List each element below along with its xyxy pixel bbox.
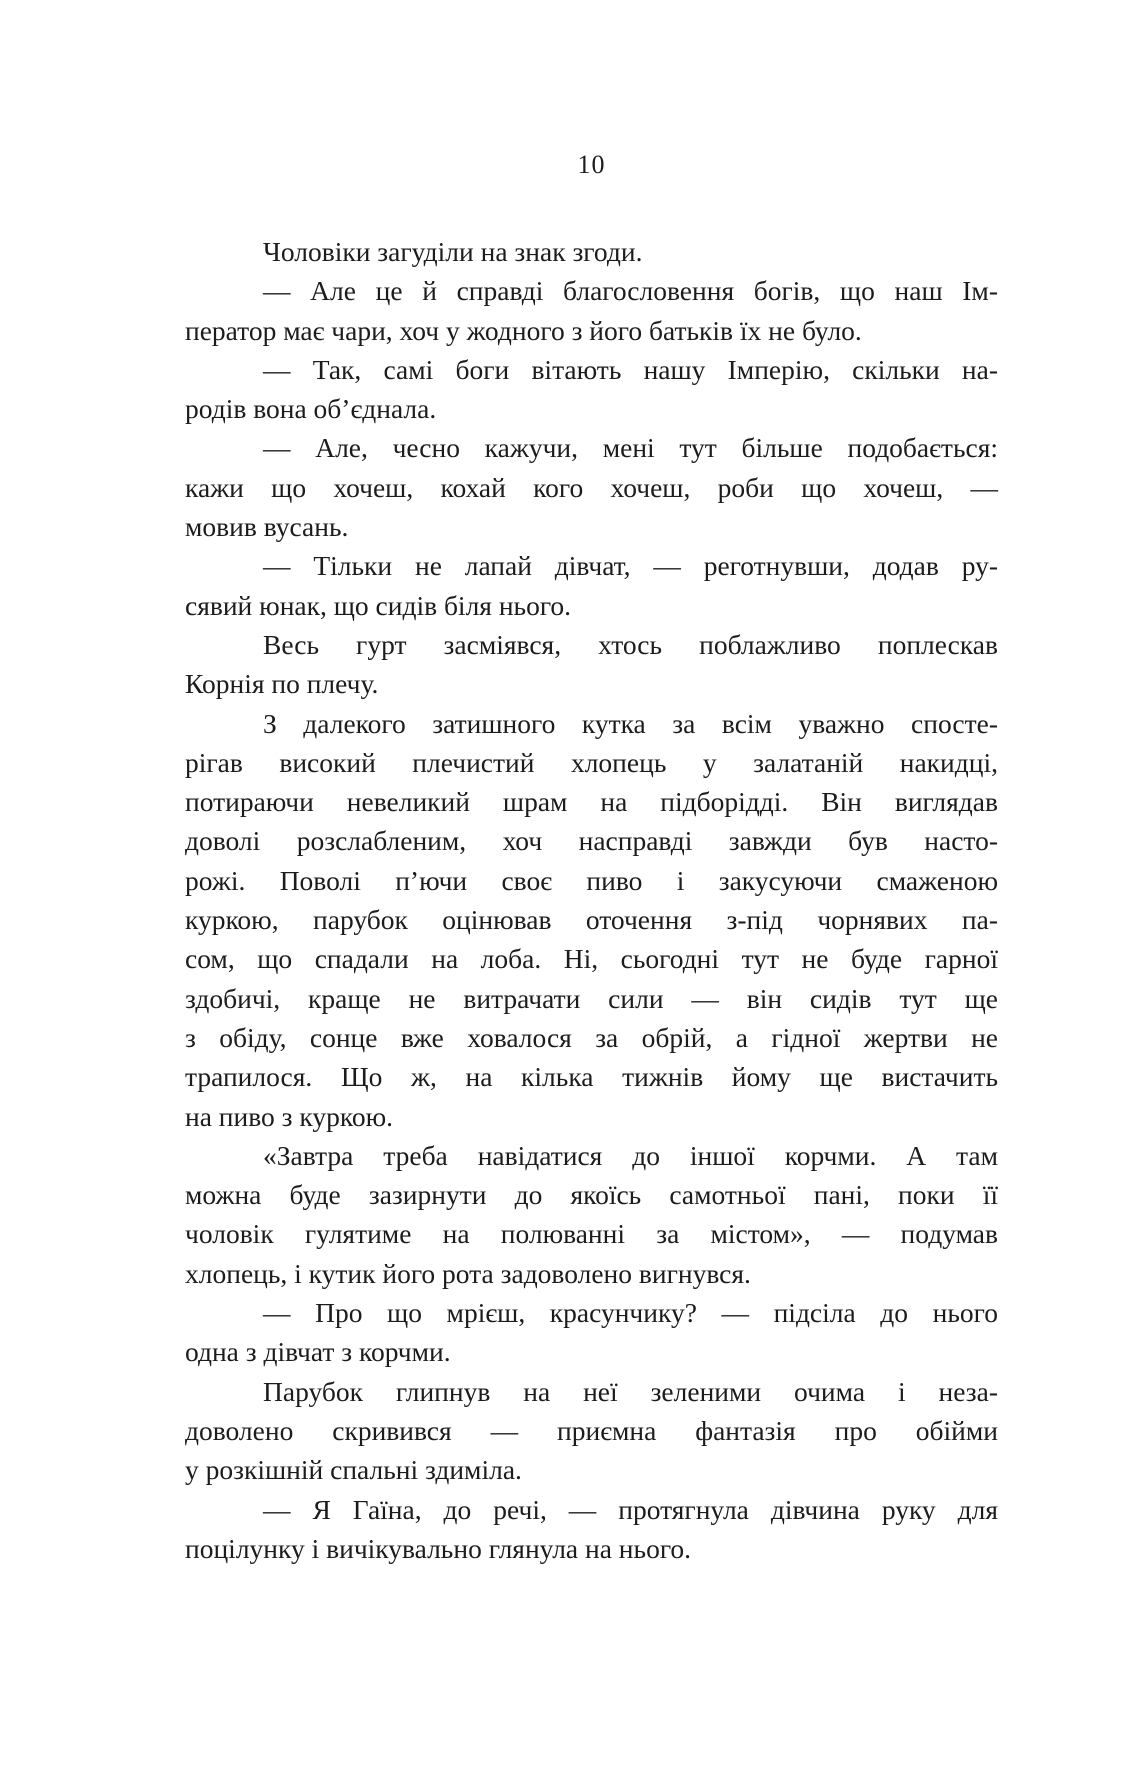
text-line: на пиво з куркою. [185, 1100, 393, 1132]
text-line: Корнія по плечу. [185, 668, 379, 700]
paragraph [185, 1372, 998, 1490]
text-line: — Але, чесно кажучи, мені тут більше подобається: [263, 432, 998, 464]
text-line: куркою, парубок оцінював оточення з-під чорнявих па- [185, 904, 998, 936]
page-number: 10 [577, 150, 606, 179]
paragraph [185, 271, 998, 350]
text-line: рігав високий плечистий хлопець у залатаній накидці, [185, 746, 998, 778]
text-line: чоловік гулятиме на полюванні за містом», — подумав [185, 1218, 998, 1250]
text-line: «Завтра треба навідатися до іншої корчми. А там [263, 1139, 998, 1171]
text-line: ператор має чари, хоч у жодного з його батьків їх не було. [185, 314, 862, 346]
text-line: родів вона об’єднала. [185, 393, 437, 425]
text-line: хлопець, і кутик його рота задоволено вигнувся. [185, 1257, 751, 1289]
text-line: рожі. Поволі п’ючи своє пиво і закусуючи смаженою [185, 864, 998, 896]
paragraph [185, 1293, 998, 1372]
text-line: сявий юнак, що сидів біля нього. [185, 589, 572, 621]
text-line: — Про що мрієш, красунчику? — підсіла до нього [263, 1297, 998, 1329]
paragraph [185, 704, 998, 1136]
text-line: доволі розслабленим, хоч насправді завжди був насто- [185, 825, 998, 857]
text-line: Весь гурт засміявся, хтось поблажливо поплескав [263, 628, 998, 660]
paragraph [185, 1136, 998, 1293]
text-line: здобичі, краще не витрачати сили — він сидів тут ще [185, 982, 998, 1014]
text-block [185, 232, 998, 1568]
text-line: Парубок глипнув на неї зеленими очима і неза- [263, 1375, 998, 1407]
text-line: кажи що хочеш, кохай кого хочеш, роби що хочеш, — [185, 471, 998, 503]
paragraph [185, 428, 998, 546]
paragraph [185, 546, 998, 625]
text-line: — Тільки не лапай дівчат, — реготнувши, додав ру- [263, 550, 998, 582]
text-line: одна з дівчат з корчми. [185, 1336, 451, 1368]
text-line: можна буде зазирнути до якоїсь самотньої пані, поки її [185, 1179, 998, 1211]
text-line: з обіду, сонце вже ховалося за обрій, а гідної жертви не [185, 1021, 998, 1053]
paragraph [185, 350, 998, 429]
paragraph [185, 232, 998, 271]
paragraph [185, 1490, 998, 1569]
text-line: трапилося. Що ж, на кілька тижнів йому ще вистачить [185, 1061, 998, 1093]
text-line: сом, що спадали на лоба. Ні, сьогодні тут не буде гарної [185, 943, 998, 975]
text-line: З далекого затишного кутка за всім уважно спосте- [263, 707, 998, 739]
text-line: доволено скривився — приємна фантазія про обійми [185, 1414, 998, 1446]
text-line: — Так, самі боги вітають нашу Імперію, скільки на- [263, 353, 998, 385]
text-line: Чоловіки загуділи на знак згоди. [263, 236, 643, 267]
text-line: мовив вусань. [185, 511, 349, 543]
text-line: — Я Гаїна, до речі, — протягнула дівчина руку для [263, 1493, 998, 1525]
paragraph [185, 625, 998, 704]
text-line: — Але це й справді благословення богів, що наш Ім- [263, 275, 998, 307]
text-line: потираючи невеликий шрам на підборідді. Він виглядав [185, 786, 998, 818]
text-line: поцілунку і вичікувально глянула на нього. [185, 1532, 692, 1564]
text-line: у розкішній спальні здиміла. [185, 1454, 522, 1486]
